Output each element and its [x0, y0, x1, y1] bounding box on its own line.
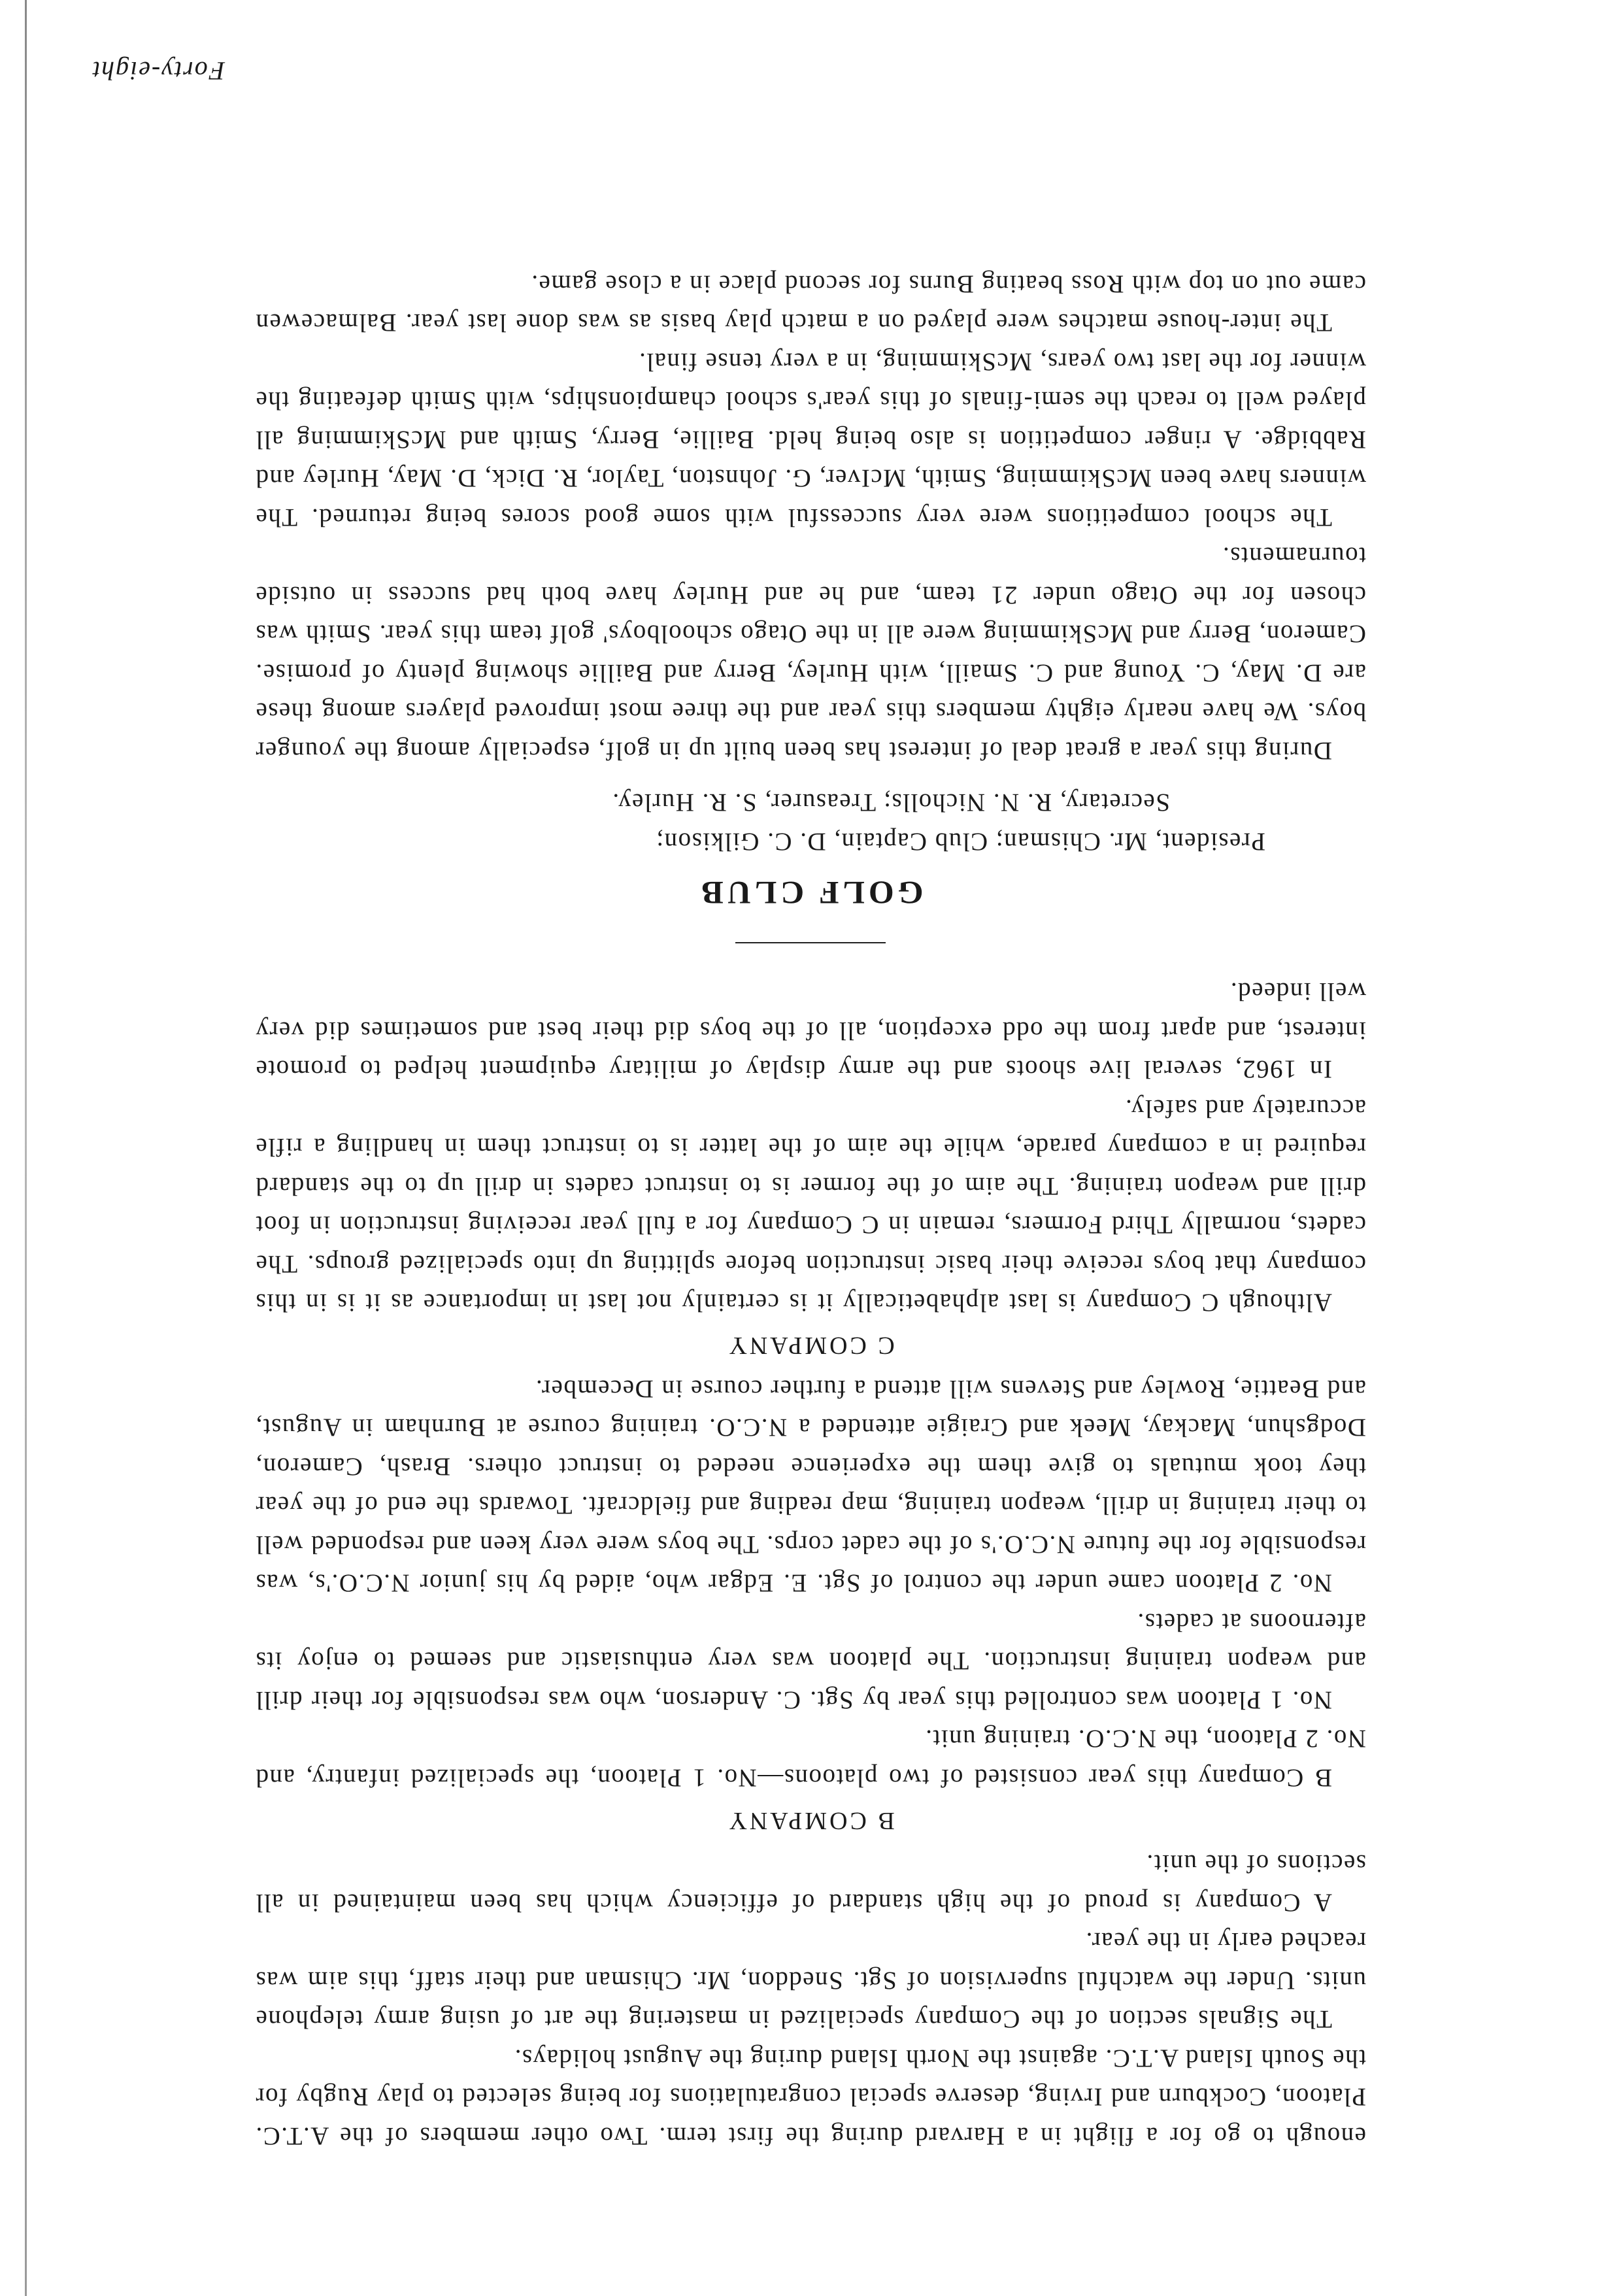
paragraph: The inter-house matches were played on a match play basis as was done last year. Balmacewen came out on top with Ross beating Burns for second place in a close game.: [255, 270, 1366, 337]
paragraph: enough to go for a flight in a Harvard during the first term. Two other members of the A.T.C. Platoon, Cockburn and Irving, deserve special congratulations for being selected to play Rugby for the South Island A.T.C. against the North Island during the August holidays.: [255, 2044, 1366, 2150]
officers-line: Secretary, R. N. Nicholls; Treasurer, S. R. Hurley.: [611, 788, 1170, 817]
paragraph: In 1962, several live shoots and the army display of military equipment helped to promote interest, and apart from the odd exception, all of the boys did their best and sometimes did very well indeed.: [255, 977, 1366, 1084]
paragraph: The school competitions were very successful with some good scores being returned. The winners have been McSkimming, Smith, McIver, G. Johnston, Taylor, R. Dick, D. May, Hurley and Rabbidge. A ringer competition is also being held. Baillie, Berry, Smith and McSkimming all played well to reach the semi-finals of this year's school championships, with Smith defeating the winner for the last two years, McSkimming, in a very tense final.: [255, 348, 1366, 532]
page-content: [255, 265, 1366, 2156]
paragraph: B Company this year consisted of two platoons—No. 1 Platoon, the specialized infantry, and No. 2 Platoon, the N.C.O. training unit.: [255, 1725, 1366, 1792]
section-heading: B COMPANY: [726, 1807, 895, 1834]
paragraph: During this year a great deal of interest has been built up in golf, especially among the younger boys. We have nearly eighty members this year and the three most improved players among these are D. May, C. Young and C. Smaill, with Hurley, Berry and Baillie showing plenty of promise. Cameron, Berry and McSkimming were all in the Otago schoolboys' golf team this year. Smith was chosen for the Otago under 21 team, and he and Hurley have both had success in outside tournaments.: [255, 542, 1366, 765]
paragraph: A Company is proud of the high standard of efficiency which has been maintained in all sections of the unit.: [255, 1849, 1366, 1917]
club-heading: GOLF CLUB: [697, 875, 924, 911]
officers-line: President, Mr. Chisman; Club Captain, D. C. Gilkison;: [655, 828, 1265, 856]
section-divider: [735, 942, 886, 943]
section-heading: C COMPANY: [726, 1332, 895, 1360]
paragraph: No. 2 Platoon came under the control of Sgt. E. Edgar who, aided by his junior N.C.O.'s, was responsible for the future N.C.O.'s of the cadet corps. The boys were very keen and responded well to their training in drill, weapon training, map reading and fieldcraft. Towards the end of the year they took mutuals to give them the experience needed to instruct others. Brash, Cameron, Dodgshun, Mackay, Meek and Craigie attended a N.C.O. training course at Burnham in August, and Beattie, Rowley and Stevens will attend a further course in December.: [255, 1375, 1366, 1598]
b-company-section: [255, 1370, 1366, 1841]
golf-club-section: [255, 265, 1366, 917]
officers-list: [255, 783, 1366, 861]
paragraph: The Signals section of the Company specialized in mastering the art of using army telephone units. Under the watchful supervision of Sgt. Sneddon, Mr. Chisman and their staff, this aim was reached early in the year.: [255, 1927, 1366, 2034]
paragraph: Although C Company is last alphabetically it is certainly not last in importance as it is in this company that boys receive their basic instruction before splitting up into specialized groups. The cadets, normally Third Formers, remain in C Company for a full year receiving instruction in foot drill and weapon training. The aim of the former is to instruct cadets in drill up to the standard required in a company parade, while the aim of the latter is to instruct them in handling a rifle accurately and safely.: [255, 1094, 1366, 1317]
c-company-section: [255, 972, 1366, 1366]
paragraph: No. 1 Platoon was controlled this year by Sgt. C. Anderson, who was responsible for their drill and weapon training instruction. The platoon was very enthusiastic and seemed to enjoy its afternoons at cadets.: [255, 1608, 1366, 1714]
page-number: Forty-eight: [92, 56, 226, 86]
a-company-continued: [255, 1844, 1366, 2155]
